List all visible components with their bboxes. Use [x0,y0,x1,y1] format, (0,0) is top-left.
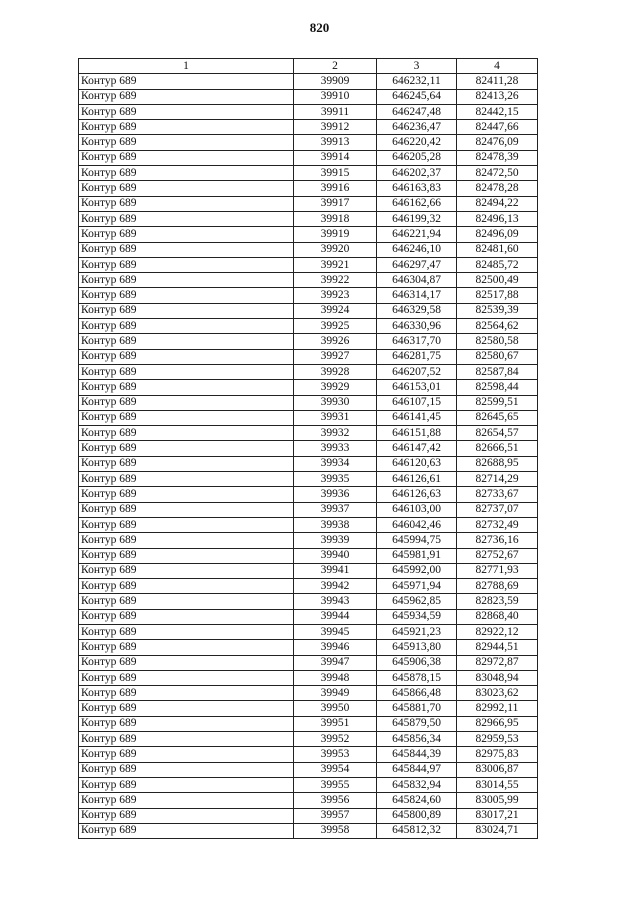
table-row [79,808,538,823]
y-coordinate-cell: 82732,49 [457,517,538,532]
contour-name-cell: Контур 689 [79,456,294,471]
table-row [79,609,538,624]
x-coordinate-cell: 645981,91 [377,548,457,563]
point-number-cell: 39928 [294,364,377,379]
column-header-4: 4 [457,59,538,74]
table-row [79,777,538,792]
table-row [79,747,538,762]
x-coordinate-cell: 645921,23 [377,624,457,639]
contour-name-cell: Контур 689 [79,823,294,838]
table-body [79,74,538,839]
contour-name-cell: Контур 689 [79,624,294,639]
point-number-cell: 39956 [294,793,377,808]
y-coordinate-cell: 82959,53 [457,732,538,747]
x-coordinate-cell: 646153,01 [377,380,457,395]
contour-name-cell: Контур 689 [79,257,294,272]
table-row [79,441,538,456]
contour-name-cell: Контур 689 [79,273,294,288]
point-number-cell: 39954 [294,762,377,777]
point-number-cell: 39923 [294,288,377,303]
column-header-3: 3 [377,59,457,74]
contour-name-cell: Контур 689 [79,502,294,517]
point-number-cell: 39938 [294,517,377,532]
contour-name-cell: Контур 689 [79,640,294,655]
x-coordinate-cell: 646236,47 [377,120,457,135]
table-row [79,487,538,502]
x-coordinate-cell: 645971,94 [377,579,457,594]
contour-name-cell: Контур 689 [79,242,294,257]
y-coordinate-cell: 82737,07 [457,502,538,517]
contour-name-cell: Контур 689 [79,487,294,502]
point-number-cell: 39921 [294,257,377,272]
y-coordinate-cell: 82494,22 [457,196,538,211]
y-coordinate-cell: 82771,93 [457,563,538,578]
x-coordinate-cell: 645824,60 [377,793,457,808]
x-coordinate-cell: 646126,63 [377,487,457,502]
x-coordinate-cell: 646162,66 [377,196,457,211]
contour-name-cell: Контур 689 [79,579,294,594]
contour-name-cell: Контур 689 [79,563,294,578]
y-coordinate-cell: 83048,94 [457,670,538,685]
table-row [79,288,538,303]
contour-name-cell: Контур 689 [79,472,294,487]
point-number-cell: 39957 [294,808,377,823]
x-coordinate-cell: 646330,96 [377,319,457,334]
table-row [79,624,538,639]
y-coordinate-cell: 82966,95 [457,716,538,731]
table-row [79,410,538,425]
x-coordinate-cell: 646103,00 [377,502,457,517]
table-row [79,426,538,441]
x-coordinate-cell: 646141,45 [377,410,457,425]
y-coordinate-cell: 82411,28 [457,74,538,89]
point-number-cell: 39958 [294,823,377,838]
point-number-cell: 39937 [294,502,377,517]
contour-name-cell: Контур 689 [79,166,294,181]
column-header-2: 2 [294,59,377,74]
x-coordinate-cell: 646205,28 [377,150,457,165]
x-coordinate-cell: 646199,32 [377,211,457,226]
contour-name-cell: Контур 689 [79,135,294,150]
x-coordinate-cell: 645866,48 [377,686,457,701]
x-coordinate-cell: 646163,83 [377,181,457,196]
y-coordinate-cell: 82944,51 [457,640,538,655]
x-coordinate-cell: 645844,39 [377,747,457,762]
point-number-cell: 39934 [294,456,377,471]
y-coordinate-cell: 82868,40 [457,609,538,624]
point-number-cell: 39912 [294,120,377,135]
table-row [79,349,538,364]
table-header-row [79,59,538,74]
y-coordinate-cell: 82580,67 [457,349,538,364]
point-number-cell: 39936 [294,487,377,502]
table-row [79,242,538,257]
table-row [79,273,538,288]
x-coordinate-cell: 646126,61 [377,472,457,487]
table-row [79,502,538,517]
contour-name-cell: Контур 689 [79,777,294,792]
x-coordinate-cell: 646245,64 [377,89,457,104]
y-coordinate-cell: 82580,58 [457,334,538,349]
table-row [79,395,538,410]
table-row [79,74,538,89]
contour-name-cell: Контур 689 [79,334,294,349]
table-row [79,380,538,395]
y-coordinate-cell: 82447,66 [457,120,538,135]
contour-name-cell: Контур 689 [79,120,294,135]
table-row [79,181,538,196]
point-number-cell: 39942 [294,579,377,594]
table-row [79,211,538,226]
point-number-cell: 39930 [294,395,377,410]
point-number-cell: 39914 [294,150,377,165]
table-row [79,823,538,838]
x-coordinate-cell: 646207,52 [377,364,457,379]
table-row [79,303,538,318]
x-coordinate-cell: 646147,42 [377,441,457,456]
y-coordinate-cell: 83014,55 [457,777,538,792]
contour-name-cell: Контур 689 [79,211,294,226]
contour-name-cell: Контур 689 [79,548,294,563]
table-row [79,579,538,594]
point-number-cell: 39944 [294,609,377,624]
x-coordinate-cell: 645878,15 [377,670,457,685]
x-coordinate-cell: 646202,37 [377,166,457,181]
x-coordinate-cell: 645992,00 [377,563,457,578]
contour-name-cell: Контур 689 [79,655,294,670]
contour-name-cell: Контур 689 [79,150,294,165]
contour-name-cell: Контур 689 [79,288,294,303]
contour-name-cell: Контур 689 [79,319,294,334]
y-coordinate-cell: 82478,39 [457,150,538,165]
table-row [79,89,538,104]
table-row [79,135,538,150]
y-coordinate-cell: 82442,15 [457,104,538,119]
y-coordinate-cell: 82714,29 [457,472,538,487]
y-coordinate-cell: 82472,50 [457,166,538,181]
table-row [79,472,538,487]
contour-name-cell: Контур 689 [79,74,294,89]
contour-name-cell: Контур 689 [79,747,294,762]
table-row [79,456,538,471]
point-number-cell: 39955 [294,777,377,792]
y-coordinate-cell: 82733,67 [457,487,538,502]
table-row [79,104,538,119]
x-coordinate-cell: 646220,42 [377,135,457,150]
contour-name-cell: Контур 689 [79,395,294,410]
y-coordinate-cell: 82788,69 [457,579,538,594]
contour-name-cell: Контур 689 [79,349,294,364]
contour-name-cell: Контур 689 [79,181,294,196]
point-number-cell: 39925 [294,319,377,334]
contour-name-cell: Контур 689 [79,380,294,395]
point-number-cell: 39933 [294,441,377,456]
column-header-1: 1 [79,59,294,74]
contour-name-cell: Контур 689 [79,609,294,624]
table-row [79,762,538,777]
y-coordinate-cell: 82975,83 [457,747,538,762]
point-number-cell: 39951 [294,716,377,731]
point-number-cell: 39910 [294,89,377,104]
table-row [79,594,538,609]
y-coordinate-cell: 83024,71 [457,823,538,838]
contour-name-cell: Контур 689 [79,594,294,609]
point-number-cell: 39952 [294,732,377,747]
point-number-cell: 39946 [294,640,377,655]
x-coordinate-cell: 646304,87 [377,273,457,288]
contour-name-cell: Контур 689 [79,670,294,685]
x-coordinate-cell: 646317,70 [377,334,457,349]
y-coordinate-cell: 82587,84 [457,364,538,379]
table-row [79,548,538,563]
x-coordinate-cell: 646042,46 [377,517,457,532]
contour-name-cell: Контур 689 [79,441,294,456]
table-row [79,732,538,747]
page-number: 820 [309,20,330,35]
point-number-cell: 39926 [294,334,377,349]
contour-name-cell: Контур 689 [79,517,294,532]
contour-name-cell: Контур 689 [79,732,294,747]
point-number-cell: 39950 [294,701,377,716]
x-coordinate-cell: 645832,94 [377,777,457,792]
y-coordinate-cell: 83023,62 [457,686,538,701]
table-row [79,670,538,685]
coordinates-table [78,58,538,839]
point-number-cell: 39919 [294,227,377,242]
y-coordinate-cell: 82992,11 [457,701,538,716]
point-number-cell: 39943 [294,594,377,609]
point-number-cell: 39922 [294,273,377,288]
y-coordinate-cell: 82564,62 [457,319,538,334]
contour-name-cell: Контур 689 [79,196,294,211]
point-number-cell: 39935 [294,472,377,487]
x-coordinate-cell: 645856,34 [377,732,457,747]
y-coordinate-cell: 82972,87 [457,655,538,670]
x-coordinate-cell: 645812,32 [377,823,457,838]
y-coordinate-cell: 82736,16 [457,533,538,548]
table-row [79,334,538,349]
y-coordinate-cell: 82485,72 [457,257,538,272]
point-number-cell: 39940 [294,548,377,563]
x-coordinate-cell: 645994,75 [377,533,457,548]
point-number-cell: 39932 [294,426,377,441]
table-row [79,319,538,334]
x-coordinate-cell: 646314,17 [377,288,457,303]
y-coordinate-cell: 82478,28 [457,181,538,196]
contour-name-cell: Контур 689 [79,716,294,731]
point-number-cell: 39927 [294,349,377,364]
point-number-cell: 39939 [294,533,377,548]
point-number-cell: 39916 [294,181,377,196]
contour-name-cell: Контур 689 [79,762,294,777]
y-coordinate-cell: 82413,26 [457,89,538,104]
contour-name-cell: Контур 689 [79,426,294,441]
table-row [79,640,538,655]
x-coordinate-cell: 645934,59 [377,609,457,624]
point-number-cell: 39913 [294,135,377,150]
contour-name-cell: Контур 689 [79,793,294,808]
table-row [79,793,538,808]
y-coordinate-cell: 82752,67 [457,548,538,563]
point-number-cell: 39941 [294,563,377,578]
x-coordinate-cell: 645881,70 [377,701,457,716]
y-coordinate-cell: 82539,39 [457,303,538,318]
contour-name-cell: Контур 689 [79,410,294,425]
contour-name-cell: Контур 689 [79,104,294,119]
contour-name-cell: Контур 689 [79,686,294,701]
point-number-cell: 39920 [294,242,377,257]
y-coordinate-cell: 83005,99 [457,793,538,808]
y-coordinate-cell: 82666,51 [457,441,538,456]
point-number-cell: 39918 [294,211,377,226]
x-coordinate-cell: 646120,63 [377,456,457,471]
y-coordinate-cell: 82922,12 [457,624,538,639]
table-row [79,517,538,532]
table-row [79,655,538,670]
x-coordinate-cell: 646221,94 [377,227,457,242]
x-coordinate-cell: 645906,38 [377,655,457,670]
contour-name-cell: Контур 689 [79,227,294,242]
x-coordinate-cell: 646232,11 [377,74,457,89]
x-coordinate-cell: 646281,75 [377,349,457,364]
contour-name-cell: Контур 689 [79,533,294,548]
point-number-cell: 39915 [294,166,377,181]
x-coordinate-cell: 646329,58 [377,303,457,318]
x-coordinate-cell: 646247,48 [377,104,457,119]
y-coordinate-cell: 82688,95 [457,456,538,471]
table-row [79,701,538,716]
table-row [79,120,538,135]
y-coordinate-cell: 82517,88 [457,288,538,303]
table-row [79,563,538,578]
x-coordinate-cell: 646151,88 [377,426,457,441]
point-number-cell: 39917 [294,196,377,211]
y-coordinate-cell: 82823,59 [457,594,538,609]
x-coordinate-cell: 646246,10 [377,242,457,257]
x-coordinate-cell: 645879,50 [377,716,457,731]
table-row [79,716,538,731]
table-row [79,533,538,548]
point-number-cell: 39924 [294,303,377,318]
point-number-cell: 39945 [294,624,377,639]
y-coordinate-cell: 83017,21 [457,808,538,823]
y-coordinate-cell: 82500,49 [457,273,538,288]
y-coordinate-cell: 83006,87 [457,762,538,777]
y-coordinate-cell: 82645,65 [457,410,538,425]
contour-name-cell: Контур 689 [79,808,294,823]
table-row [79,364,538,379]
y-coordinate-cell: 82598,44 [457,380,538,395]
x-coordinate-cell: 646297,47 [377,257,457,272]
y-coordinate-cell: 82496,13 [457,211,538,226]
point-number-cell: 39949 [294,686,377,701]
point-number-cell: 39948 [294,670,377,685]
table-row [79,150,538,165]
point-number-cell: 39947 [294,655,377,670]
y-coordinate-cell: 82654,57 [457,426,538,441]
x-coordinate-cell: 646107,15 [377,395,457,410]
contour-name-cell: Контур 689 [79,364,294,379]
y-coordinate-cell: 82599,51 [457,395,538,410]
point-number-cell: 39931 [294,410,377,425]
contour-name-cell: Контур 689 [79,303,294,318]
table-row [79,166,538,181]
point-number-cell: 39953 [294,747,377,762]
y-coordinate-cell: 82476,09 [457,135,538,150]
table-row [79,227,538,242]
x-coordinate-cell: 645800,89 [377,808,457,823]
point-number-cell: 39909 [294,74,377,89]
contour-name-cell: Контур 689 [79,89,294,104]
contour-name-cell: Контур 689 [79,701,294,716]
y-coordinate-cell: 82496,09 [457,227,538,242]
table-row [79,196,538,211]
table-row [79,686,538,701]
point-number-cell: 39929 [294,380,377,395]
x-coordinate-cell: 645844,97 [377,762,457,777]
table-row [79,257,538,272]
y-coordinate-cell: 82481,60 [457,242,538,257]
x-coordinate-cell: 645913,80 [377,640,457,655]
point-number-cell: 39911 [294,104,377,119]
x-coordinate-cell: 645962,85 [377,594,457,609]
